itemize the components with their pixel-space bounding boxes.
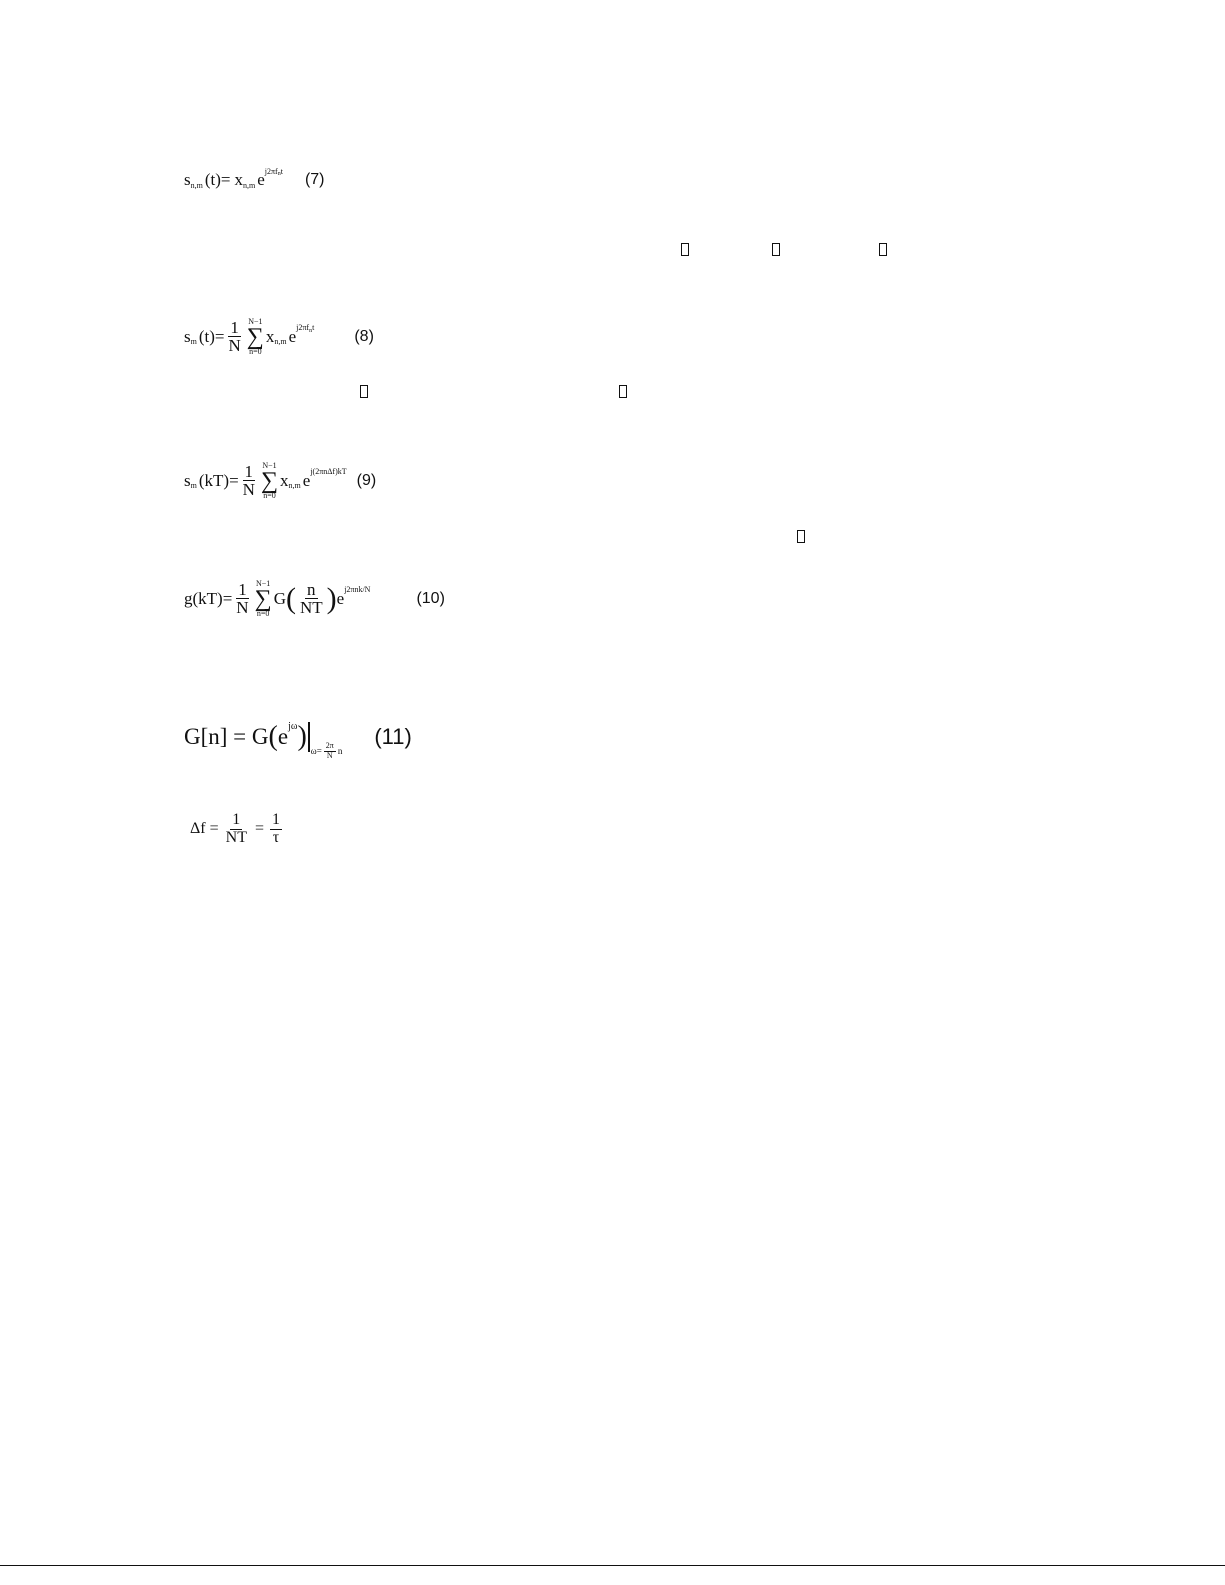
eq11-eval-den: N bbox=[326, 750, 333, 760]
equation-8 bbox=[184, 318, 374, 356]
eq11-eval-fraction bbox=[324, 742, 336, 760]
eq10-inner-den: NT bbox=[299, 598, 323, 618]
equation-7 bbox=[184, 166, 325, 190]
right-paren-icon: ) bbox=[297, 721, 307, 752]
eq10-func: G bbox=[273, 588, 286, 608]
eq11-eval-tail: n bbox=[337, 746, 343, 756]
eq9-frac-num: 1 bbox=[244, 461, 254, 481]
delta-f-fraction-1 bbox=[224, 812, 249, 847]
eq8-frac-den: N bbox=[228, 336, 241, 356]
eq8-rhs: x bbox=[265, 326, 275, 346]
eq8-sum-upper: N−1 bbox=[248, 317, 263, 326]
eq9-summation bbox=[261, 462, 278, 500]
eq11-eval-prefix: ω= bbox=[310, 746, 322, 756]
eq9-rhs: x bbox=[280, 470, 289, 490]
missing-glyph-box bbox=[619, 385, 627, 398]
missing-glyph-box bbox=[681, 243, 689, 256]
eq8-lhs-arg: (t)= bbox=[198, 326, 225, 346]
eq11-evaluation bbox=[311, 742, 343, 760]
eq10-sum-upper: N−1 bbox=[255, 579, 271, 588]
eq7-lhs-arg: (t)= bbox=[204, 170, 231, 189]
eq10-lhs: g(kT)= bbox=[184, 588, 233, 608]
eq10-fraction bbox=[234, 581, 250, 618]
eq9-rhs-sub: n,m bbox=[288, 481, 301, 491]
missing-glyph-box bbox=[772, 243, 780, 256]
eq10-base: e bbox=[336, 588, 345, 608]
eq8-fraction bbox=[227, 319, 243, 356]
equation-9 bbox=[184, 462, 376, 500]
eq10-inner-num: n bbox=[307, 579, 316, 599]
eq7-exp-tail: t bbox=[280, 166, 283, 176]
eq8-number: (8) bbox=[354, 327, 374, 345]
eq7-rhs-sub: n,m bbox=[243, 180, 256, 190]
eq9-frac-den: N bbox=[242, 480, 255, 500]
eq10-sum-lower: n=0 bbox=[256, 609, 270, 619]
footer-rule bbox=[0, 1565, 1225, 1566]
eq7-exp-sub: n bbox=[277, 171, 281, 177]
eq11-lhs: G[n] = G bbox=[184, 724, 269, 749]
delta-f-equals: = bbox=[254, 820, 264, 838]
eq8-base: e bbox=[288, 326, 297, 346]
eq10-exp: j2πnk/N bbox=[344, 585, 371, 595]
delta-f-frac1-den: NT bbox=[225, 828, 247, 846]
equation-10 bbox=[184, 580, 445, 618]
eq11-inner-exp: jω bbox=[288, 720, 298, 732]
eq7-rhs: x bbox=[234, 170, 243, 189]
eq8-rhs-sub: n,m bbox=[274, 337, 287, 347]
eq11-eval-num: 2π bbox=[325, 741, 334, 751]
delta-f-lhs: Δf = bbox=[190, 820, 219, 838]
eq9-lhs: s bbox=[184, 470, 191, 490]
eq8-lhs: s bbox=[184, 326, 191, 346]
eq8-summation bbox=[247, 318, 264, 356]
eq7-lhs-sub: n,m bbox=[190, 180, 203, 190]
eq8-exp: j2πf bbox=[296, 323, 310, 333]
eq10-frac-den: N bbox=[236, 598, 249, 618]
delta-f-frac2-num: 1 bbox=[272, 811, 280, 828]
eq9-exp: j(2πnΔf)kT bbox=[310, 467, 347, 477]
equation-11 bbox=[184, 720, 412, 760]
eq10-inner-fraction bbox=[298, 581, 325, 618]
delta-f-fraction-2 bbox=[270, 812, 282, 847]
missing-glyph-box bbox=[879, 243, 887, 256]
missing-glyph-box bbox=[360, 385, 368, 398]
eq8-exp-tail: t bbox=[312, 323, 315, 333]
eq9-base: e bbox=[302, 470, 311, 490]
eq7-base: e bbox=[257, 170, 265, 189]
left-paren-icon: ( bbox=[285, 581, 296, 615]
eq11-inner: e bbox=[277, 724, 289, 749]
eq7-exp: j2πf bbox=[264, 166, 278, 176]
eq9-lhs-sub: m bbox=[190, 481, 197, 491]
eq8-exp-sub: n bbox=[309, 327, 313, 334]
eq8-sum-lower: n=0 bbox=[249, 347, 262, 357]
eq9-sum-upper: N−1 bbox=[262, 461, 277, 470]
delta-f-frac2-den: τ bbox=[272, 828, 280, 846]
eq10-number: (10) bbox=[416, 589, 445, 607]
delta-f-frac1-num: 1 bbox=[232, 811, 241, 828]
eq7-number: (7) bbox=[304, 171, 325, 188]
equation-delta-f bbox=[190, 812, 284, 847]
missing-glyph-box bbox=[797, 530, 805, 543]
eq9-fraction bbox=[241, 463, 257, 500]
eq10-summation bbox=[255, 580, 272, 618]
eq9-number: (9) bbox=[356, 471, 377, 489]
eq9-lhs-arg: (kT)= bbox=[198, 470, 239, 490]
eq9-sum-lower: n=0 bbox=[263, 491, 276, 501]
evaluation-bar-icon bbox=[308, 722, 310, 752]
right-paren-icon: ) bbox=[326, 581, 337, 615]
sigma-icon: ∑ bbox=[254, 585, 272, 612]
eq7-lhs: s bbox=[184, 170, 191, 189]
eq8-frac-num: 1 bbox=[230, 317, 239, 337]
sigma-icon: ∑ bbox=[260, 467, 279, 494]
sigma-icon: ∑ bbox=[246, 323, 264, 350]
eq10-frac-num: 1 bbox=[238, 579, 247, 599]
eq8-lhs-sub: m bbox=[190, 337, 197, 347]
left-paren-icon: ( bbox=[268, 721, 278, 752]
eq11-number: (11) bbox=[374, 724, 412, 749]
